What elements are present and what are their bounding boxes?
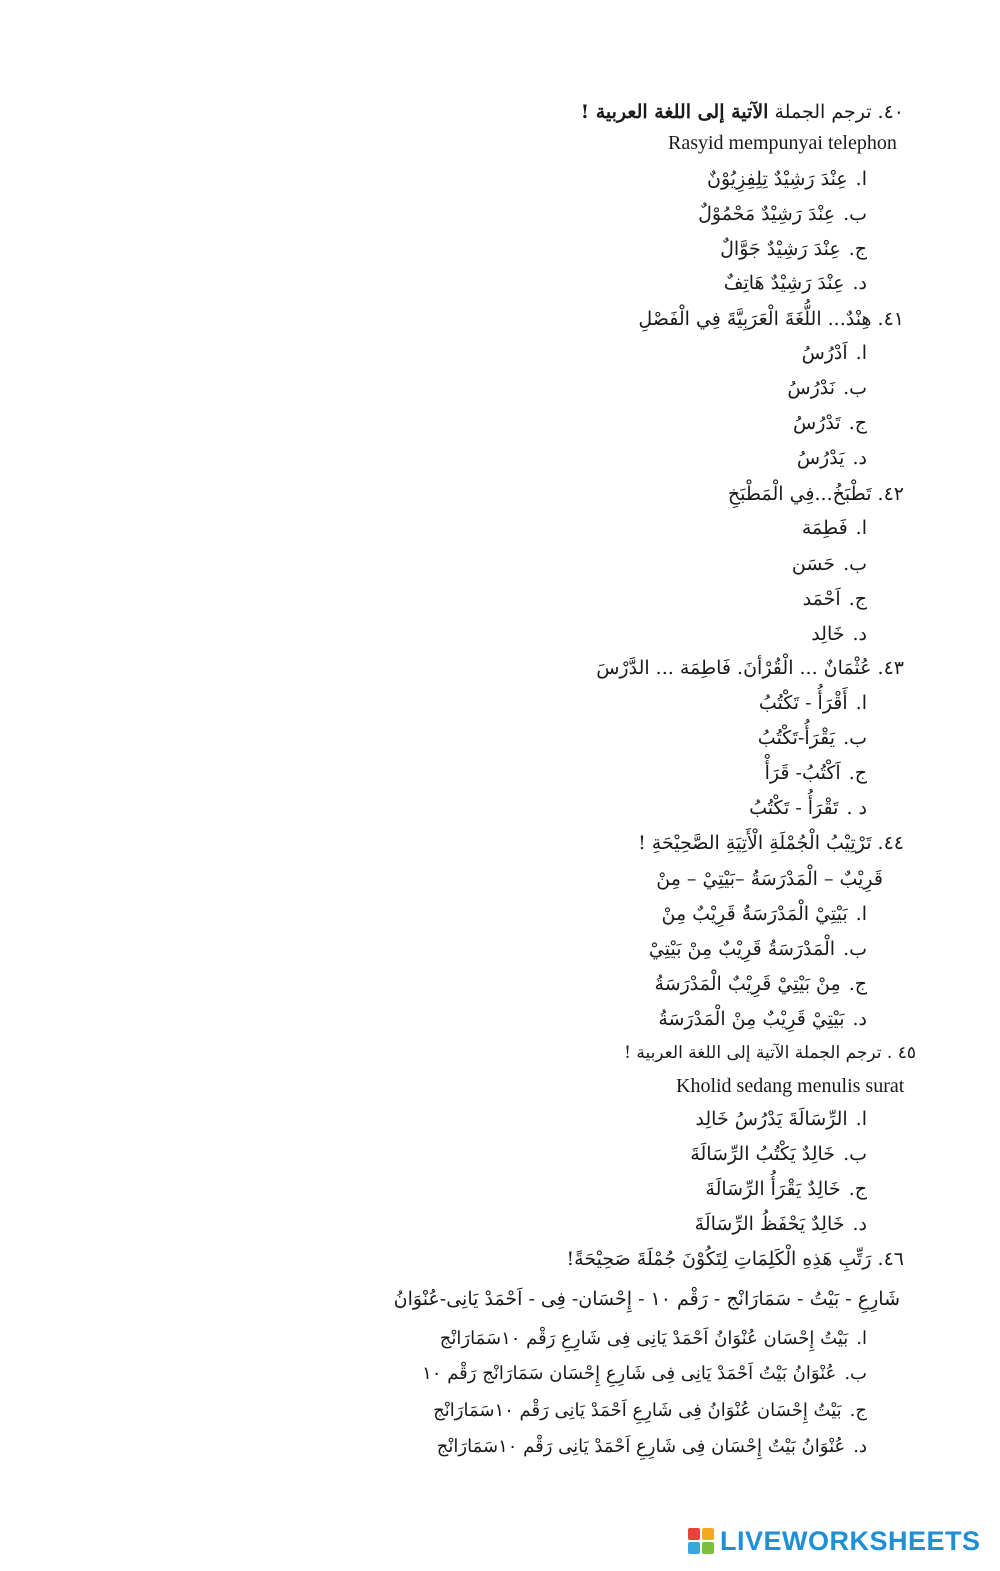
option-42-d[interactable] [811,625,867,644]
option-text: نَدْرُسُ [787,377,836,399]
option-41-c[interactable] [793,414,867,433]
option-text: عِنْدَ رَشِيْدٌ تِلِفِزِيُوْنٌ [707,168,848,190]
option-40-b[interactable] [698,205,867,224]
option-letter: ب. [843,727,867,749]
question-number: ٤٠. [877,101,904,123]
question-prompt-bold: الآتية إلى اللغة العربية ! [580,101,769,123]
option-text: مِنْ بَيْتِيْ قَرِيْبٌ الْمَدْرَسَةُ [654,973,841,995]
option-text: تَدْرُسُ [793,412,841,434]
option-text: يَدْرُسُ [796,447,845,469]
option-letter: ب. [843,553,867,575]
question-number: ٤٣. [877,657,904,679]
option-45-d[interactable] [695,1215,867,1234]
option-44-b[interactable] [649,940,867,959]
option-text: عِنْدَ رَشِيْدٌ هَاتِفٌ [723,272,845,294]
option-text: حَسَن [791,553,836,575]
option-letter: د. [852,272,867,294]
option-letter: ا. [855,1108,867,1130]
option-46-d[interactable] [437,1438,867,1456]
option-text: خَالِدٌ يَكْتُبُ الرِّسَالَةَ [690,1143,836,1165]
option-text: اَكْتُبُ- قَرَأْ [764,762,841,784]
option-text: عُنْوَانُ بَيْتُ اَحْمَدْ يَانِى فِى شَارِعِ إِحْسَان سَمَارَانْج رَقْم ١٠ [422,1363,837,1384]
liveworksheets-logo-icon [688,1528,714,1554]
question-number: ٤٤. [877,832,904,854]
option-text: الْمَدْرَسَةُ قَرِيْبٌ مِنْ بَيْتِيْ [648,938,836,960]
option-45-b[interactable] [690,1145,867,1164]
option-text: الرِّسَالَةَ يَدْرُسُ خَالِد [695,1108,848,1130]
option-letter: ا. [855,903,867,925]
question-prompt: تَرْتِيْبُ الْجُمْلَةِ الْأَتِيَةِ الصَّحِيْحَةِ ! [638,832,872,854]
option-letter: ب. [843,377,867,399]
option-letter: د. [853,1436,867,1457]
question-number: ٤٦. [877,1248,904,1270]
option-letter: ج. [848,1178,867,1200]
liveworksheets-brand[interactable] [688,1525,988,1557]
option-letter: ا. [856,1328,867,1349]
logo-tile-green [702,1542,714,1554]
option-text: خَالِدٌ يَقْرَأُ الرِّسَالَةَ [705,1178,841,1200]
logo-tile-blue [688,1542,700,1554]
question-45-sentence: Kholid sedang menulis surat [676,1075,905,1097]
question-40-sentence: Rasyid mempunyai telephon [668,132,897,154]
option-45-a[interactable] [695,1110,867,1129]
option-text: اَدْرُسُ [801,342,848,364]
question-prompt: رَتِّبِ هَذِهِ الْكَلِمَاتِ لِتَكُوْنَ جُمْلَةَ صَحِيْحَةً! [566,1248,872,1270]
option-43-a[interactable] [759,694,867,713]
option-letter: ا. [855,692,867,714]
option-letter: ج. [848,588,867,610]
brand-name: LIVEWORKSHEETS [720,1525,981,1556]
question-46-prompt [567,1250,905,1269]
option-43-c[interactable] [765,764,867,783]
option-letter: د. [852,1008,867,1030]
option-text: عِنْدَ رَشِيْدٌ مَحْمُوْلٌ [698,203,836,225]
option-text: تَقْرَأُ - تَكْتُبُ [749,797,839,819]
option-text: أَقْرَأُ - تَكْتُبُ [758,692,848,714]
option-40-d[interactable] [724,274,867,293]
question-44-prompt [638,834,904,853]
option-letter: ج. [848,412,867,434]
option-44-d[interactable] [658,1010,867,1029]
option-letter: د. [852,447,867,469]
option-letter: د. [852,623,867,645]
question-number: ٤١. [877,308,904,330]
question-number: ٤٢. [877,483,904,505]
option-text: عِنْدَ رَشِيْدٌ جَوَّالٌ [720,238,841,260]
option-letter: ج. [848,973,867,995]
question-43-prompt [596,659,904,678]
option-letter: د . [846,797,867,819]
option-46-c[interactable] [433,1402,867,1420]
option-44-c[interactable] [655,975,867,994]
question-45-prompt [624,1045,916,1062]
option-text: يَقْرَأُ-تَكْتُبُ [757,727,836,749]
option-43-b[interactable] [758,729,867,748]
option-41-b[interactable] [787,379,867,398]
question-42-prompt [728,485,904,504]
question-44-words: قَرِيْبٌ – الْمَدْرَسَةُ –بَيْتِيْ – مِنْ [656,868,883,890]
option-letter: د. [852,1213,867,1235]
option-text: بَيْتُ إِحْسَان عُنْوَانُ فِى شَارِعِ اَحْمَدْ يَانِى رَقْم ١٠سَمَارَانْج [433,1400,842,1421]
question-number: ٤٥ . [886,1043,916,1063]
option-42-c[interactable] [803,590,867,609]
option-text: اَحْمَد [802,588,841,610]
option-text: بَيْتُ إِحْسَان عُنْوَانُ اَحْمَدْ يَانِى فِى شَارِعِ رَقْم ١٠سَمَارَانْج [439,1328,849,1349]
option-letter: ب. [844,1363,867,1384]
question-prompt: عُثْمَانٌ ... الْقُرْأنَ. فَاطِمَة ... الدَّرْسَ [596,657,872,679]
option-letter: ب. [843,203,867,225]
option-42-a[interactable] [802,519,867,538]
option-40-a[interactable] [707,170,867,189]
option-40-c[interactable] [720,240,867,259]
option-text: بَيْتِيْ الْمَدْرَسَةُ قَرِيْبٌ مِنْ [661,903,848,925]
option-letter: ج. [848,238,867,260]
option-letter: ج. [849,1400,867,1421]
option-text: عُنْوَانُ بَيْتُ إِحْسَان فِى شَارِعِ اَحْمَدْ يَانِى رَقْم ١٠سَمَارَانْج [436,1436,846,1457]
option-46-a[interactable] [440,1330,867,1348]
option-letter: ب. [843,1143,867,1165]
option-42-b[interactable] [792,555,867,574]
option-letter: ب. [843,938,867,960]
logo-tile-orange [702,1528,714,1540]
option-letter: ج. [848,762,867,784]
question-41-prompt [638,310,904,329]
option-44-a[interactable] [662,905,868,924]
option-letter: ا. [855,517,867,539]
option-text: فَطِمَة [801,517,848,539]
option-45-c[interactable] [705,1180,867,1199]
logo-tile-red [688,1528,700,1540]
question-prompt: هِنْدٌ... اللُّغَةَ الْعَرَبِيَّةَ فِي الْفَصْلِ [638,308,872,330]
question-40-prompt [581,103,904,122]
option-46-b[interactable] [422,1365,867,1383]
option-41-d[interactable] [797,449,867,468]
option-letter: ا. [855,342,867,364]
question-prompt: تَطْبَخُ...فِي الْمَطْبَخِ [727,483,872,505]
option-43-d[interactable] [749,799,867,818]
question-prompt: ترجم الجملة [774,101,872,123]
option-letter: ا. [855,168,867,190]
question-46-words: شَارِعِ - بَيْتُ - سَمَارَانْج - رَقْم ١٠ - إِحْسَان- فِى - اَحْمَدْ يَانِى-عُنْوَانُ [393,1288,900,1310]
option-text: خَالِدٌ يَحْفَظُ الرِّسَالَةَ [694,1213,845,1235]
option-41-a[interactable] [802,344,867,363]
option-text: بَيْتِيْ قَرِيْبٌ مِنْ الْمَدْرَسَةُ [658,1008,845,1030]
question-prompt: ترجم الجملة الآتية إلى اللغة العربية ! [624,1043,882,1063]
option-text: خَالِد [811,623,845,645]
